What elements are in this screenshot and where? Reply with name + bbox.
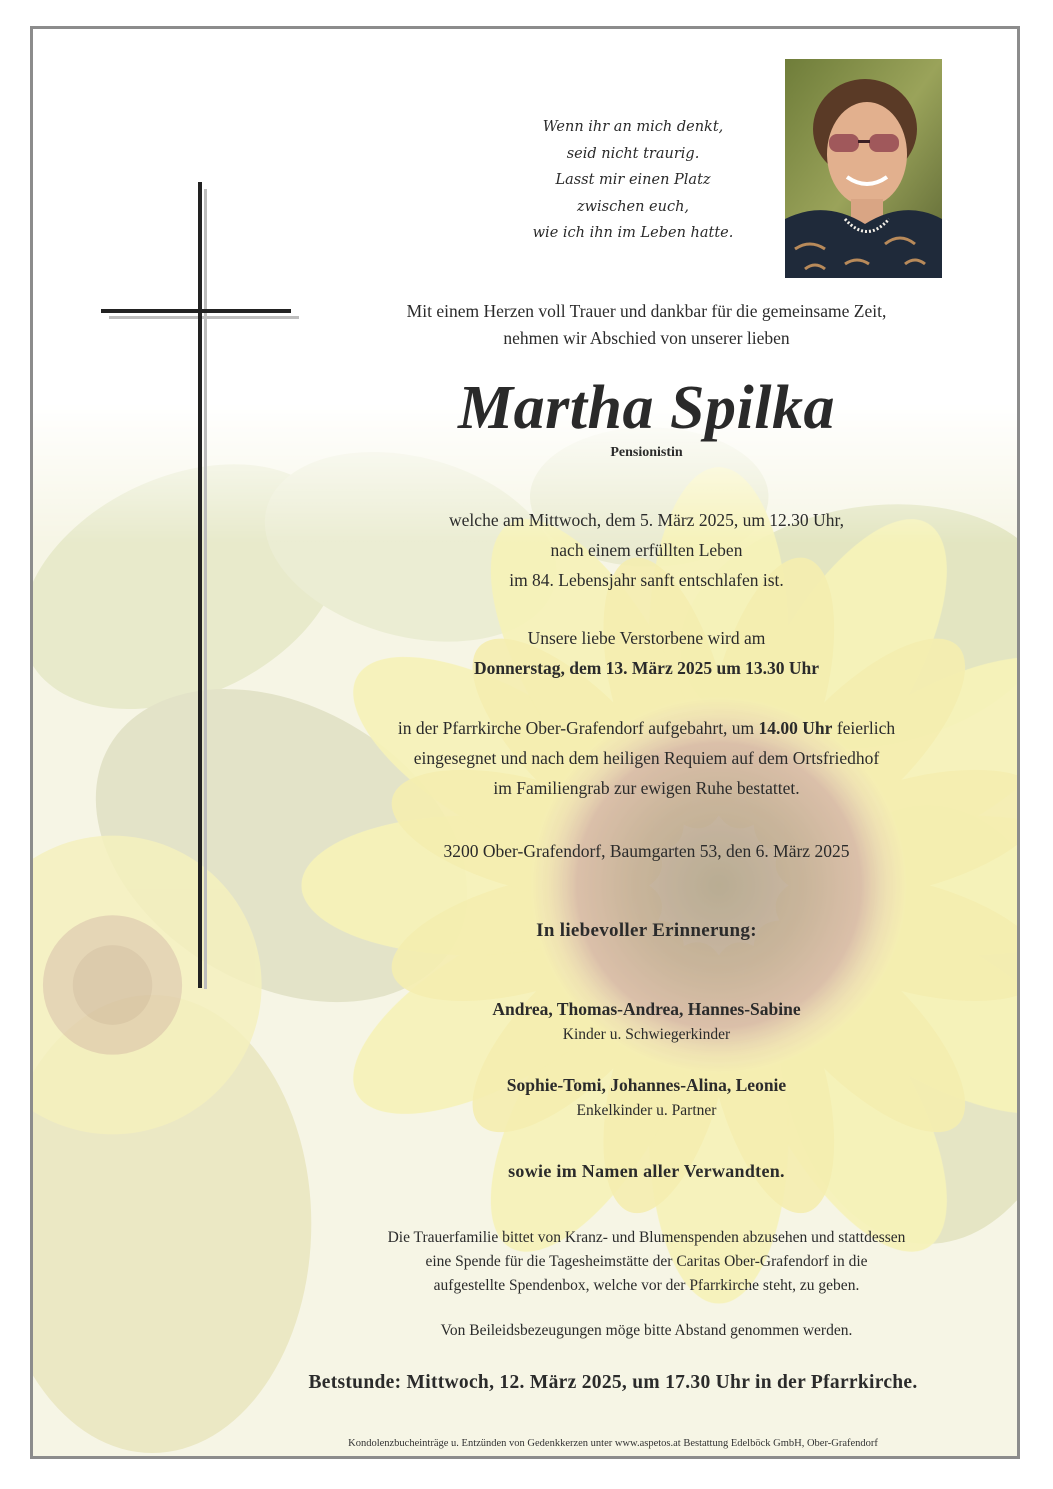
ceremony-text: feierlich: [832, 718, 896, 738]
portrait-photo: [785, 59, 942, 278]
death-notice-line: nach einem erfüllten Leben: [550, 540, 743, 560]
deceased-name: Martha Spilka: [458, 374, 835, 442]
prayer-hour: Betstunde: Mittwoch, 12. März 2025, um 17.30 Uhr in der Pfarrkirche.: [308, 1372, 918, 1393]
place-date: 3200 Ober-Grafendorf, Baumgarten 53, den 6. März 2025: [443, 841, 850, 861]
family-group: [333, 1072, 960, 1124]
ceremony-time: 14.00 Uhr: [758, 718, 833, 738]
laid-out-line: Unsere liebe Verstorbene wird am: [527, 628, 766, 648]
obituary-frame: [30, 26, 1020, 1459]
donation-line: eine Spende für die Tagesheimstätte der Caritas Ober-Grafendorf in die: [425, 1253, 868, 1270]
remembrance-heading: In liebevoller Erinnerung:: [536, 920, 757, 941]
relatives-line: sowie im Namen aller Verwandten.: [508, 1161, 785, 1181]
funeral-date: Donnerstag, dem 13. März 2025 um 13.30 Uhr: [473, 658, 820, 678]
ceremony-text: in der Pfarrkirche Ober-Grafendorf aufgebahrt, um: [397, 718, 759, 738]
cross-bar: [101, 309, 291, 313]
family-group: [333, 996, 960, 1048]
family-names: Sophie-Tomi, Johannes-Alina, Leonie: [506, 1075, 787, 1095]
laid-out-notice: [333, 623, 960, 683]
intro-line: nehmen wir Abschied von unserer lieben: [503, 328, 790, 348]
poem-line: wie ich ihn im Leben hatte.: [532, 225, 734, 241]
death-notice: [333, 505, 960, 595]
donation-line: aufgestellte Spendenbox, welche vor der Pfarrkirche steht, zu geben.: [433, 1277, 860, 1294]
ceremony-line: [333, 713, 960, 743]
ceremony-line: im Familiengrab zur ewigen Ruhe bestattet.: [493, 778, 800, 798]
footer-note: Kondolenzbucheinträge u. Entzünden von Gedenkkerzen unter www.aspetos.at Bestattung Edelböck GmbH, Ober-Grafendorf: [348, 1438, 878, 1449]
family-relation: Kinder u. Schwiegerkinder: [562, 1026, 731, 1043]
donation-line: Die Trauerfamilie bittet von Kranz- und Blumenspenden abzusehen und stattdessen: [387, 1229, 906, 1246]
ceremony-notice: [333, 713, 960, 803]
poem-line: Lasst mir einen Platz: [555, 172, 711, 188]
intro-line: Mit einem Herzen voll Trauer und dankbar für die gemeinsame Zeit,: [406, 301, 887, 321]
family-relation: Enkelkinder u. Partner: [576, 1102, 717, 1119]
poem: [503, 114, 763, 247]
occupation: Pensionistin: [610, 445, 683, 460]
death-notice-line: im 84. Lebensjahr sanft entschlafen ist.: [509, 570, 784, 590]
intro: [333, 298, 960, 352]
poem-line: Wenn ihr an mich denkt,: [542, 119, 724, 135]
family-names: Andrea, Thomas-Andrea, Hannes-Sabine: [492, 999, 801, 1019]
cross-horizontal-shadow: [109, 316, 299, 319]
cross-icon: [198, 182, 202, 988]
condolences-note: Von Beileidsbezeugungen möge bitte Abstand genommen werden.: [440, 1322, 853, 1339]
poem-line: zwischen euch,: [576, 198, 690, 215]
poem-line: seid nicht traurig.: [566, 145, 700, 162]
donation-request: [333, 1226, 960, 1298]
ceremony-line: eingesegnet und nach dem heiligen Requiem auf dem Ortsfriedhof: [413, 748, 880, 768]
death-notice-line: welche am Mittwoch, dem 5. März 2025, um 12.30 Uhr,: [449, 510, 844, 530]
